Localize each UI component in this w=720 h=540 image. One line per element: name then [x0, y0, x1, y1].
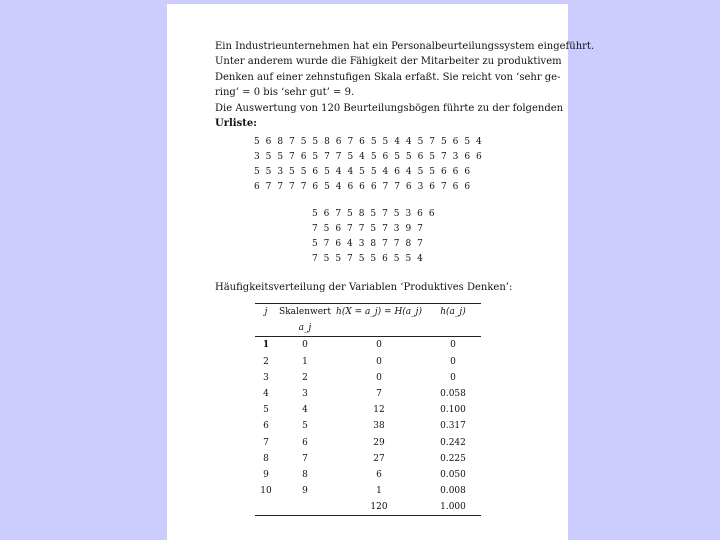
urliste-value: 5 [405, 254, 412, 264]
urliste-value: 5 [382, 137, 389, 147]
urliste-value: 5 [323, 254, 330, 264]
urliste-value: 5 [464, 137, 471, 147]
urliste-value: 5 [300, 167, 307, 177]
urliste-value: 6 [359, 182, 365, 192]
table-cell-h: 0.242 [440, 437, 466, 448]
urliste-value: 7 [382, 182, 389, 192]
table-cell-h: 0 [450, 340, 456, 351]
table-row [255, 435, 481, 451]
urliste-value: 5 [394, 152, 400, 162]
urliste-value: 5 [359, 167, 365, 177]
urliste-row [251, 135, 485, 150]
urliste-value: 7 [382, 239, 388, 249]
urliste-value: 6 [417, 152, 424, 162]
urliste-row [309, 222, 438, 237]
table-totals-row [255, 499, 481, 516]
table-cell-a: 6 [302, 437, 308, 448]
urliste-value: 5 [265, 167, 272, 177]
intro-line: ring’ = 0 bis ‘sehr gut’ = 9. [215, 87, 355, 99]
urliste-value: 6 [440, 167, 447, 177]
urliste-value: 8 [358, 209, 365, 219]
table-cell-h: 0.050 [440, 469, 466, 480]
table-cell-H: 6 [376, 469, 382, 480]
table-caption: Häufigkeitsverteilung der Variablen ‘Produktives Denken’: [215, 282, 513, 293]
urliste-value: 3 [277, 167, 284, 177]
urliste-value: 4 [335, 182, 342, 192]
table-cell-H: 0 [376, 372, 382, 383]
urliste-value: 4 [382, 167, 389, 177]
table-cell-a: 1 [302, 356, 308, 367]
table-cell-j: 10 [260, 486, 272, 497]
urliste-value: 6 [335, 137, 342, 147]
table-cell-H: 38 [373, 421, 385, 432]
urliste-value: 6 [335, 239, 342, 249]
table-cell-H: 1 [376, 486, 382, 497]
urliste-value: 5 [393, 254, 400, 264]
urliste-value: 6 [428, 209, 435, 219]
urliste-value: 6 [405, 182, 412, 192]
urliste-value: 5 [429, 152, 436, 162]
urliste-value: 6 [452, 167, 459, 177]
urliste-value: 5 [347, 152, 354, 162]
urliste-row [309, 237, 438, 252]
table-row [255, 370, 481, 386]
header-relative-frequency: h(a_j) [425, 304, 481, 321]
urliste-value: 7 [265, 182, 272, 192]
urliste-value: 6 [464, 182, 471, 192]
intro-line: Unter anderem wurde die Fähigkeit der Mitarbeiter zu produktivem [215, 56, 562, 68]
urliste-value: 5 [289, 167, 295, 177]
urliste-value: 4 [476, 137, 482, 147]
table-cell-a: 5 [302, 421, 308, 432]
urliste-value: 5 [417, 137, 424, 147]
urliste-value: 5 [253, 137, 260, 147]
urliste-value: 7 [335, 152, 342, 162]
table-row [255, 386, 481, 402]
urliste-value: 7 [311, 254, 318, 264]
urliste-value: 6 [429, 182, 436, 192]
urliste-value: 5 [312, 137, 319, 147]
table-cell-j: 5 [263, 405, 269, 416]
urliste-value: 7 [347, 137, 354, 147]
urliste-value: 4 [335, 167, 342, 177]
urliste-value: 5 [312, 152, 319, 162]
header-skalenwert: Skalenwert [277, 304, 333, 321]
urliste-value: 6 [452, 182, 459, 192]
urliste-value: 4 [405, 167, 412, 177]
table-cell-h: 0 [450, 372, 456, 383]
urliste-value: 6 [265, 137, 272, 147]
urliste-value: 7 [347, 254, 353, 264]
urliste-value: 7 [277, 182, 284, 192]
urliste-value: 7 [300, 182, 307, 192]
urliste-value: 5 [311, 209, 318, 219]
urliste-value: 5 [370, 254, 377, 264]
table-cell-j: 4 [263, 389, 269, 400]
intro-line: Die Auswertung von 120 Beurteilungsbögen führte zu der folgenden [215, 102, 564, 114]
urliste-value: 5 [358, 254, 365, 264]
table-cell-j: 6 [263, 421, 269, 432]
table-cell-H: 0 [376, 356, 382, 367]
urliste-value: 6 [394, 167, 400, 177]
urliste-value: 7 [311, 224, 318, 234]
urliste-value: 3 [405, 209, 412, 219]
table-cell-H: 27 [373, 453, 385, 464]
frequency-table [255, 303, 481, 516]
urliste-value: 7 [382, 224, 388, 234]
urliste-value: 6 [335, 224, 342, 234]
table-cell-a: 7 [302, 453, 308, 464]
urliste-value: 9 [405, 224, 412, 234]
table-cell-a: 2 [302, 372, 308, 383]
urliste-value: 8 [370, 239, 377, 249]
urliste-block-1 [251, 135, 485, 195]
urliste-value: 6 [370, 182, 377, 192]
urliste-value: 7 [417, 224, 423, 234]
urliste-value: 5 [370, 224, 377, 234]
urliste-value: 5 [347, 209, 353, 219]
urliste-value: 5 [323, 224, 330, 234]
urliste-value: 6 [417, 209, 423, 219]
urliste-value: 4 [417, 254, 423, 264]
urliste-value: 7 [358, 224, 365, 234]
urliste-value: 7 [347, 224, 353, 234]
urliste-value: 3 [452, 152, 459, 162]
urliste-value: 7 [382, 209, 388, 219]
urliste-value: 6 [253, 182, 260, 192]
urliste-label: Urliste: [215, 118, 257, 130]
table-cell-H: 7 [376, 389, 382, 400]
urliste-value: 6 [359, 137, 365, 147]
urliste-value: 5 [370, 209, 377, 219]
urliste-value: 4 [347, 239, 353, 249]
urliste-value: 8 [324, 137, 330, 147]
urliste-value: 6 [464, 152, 471, 162]
urliste-value: 5 [429, 167, 436, 177]
table-cell-h: 0.058 [440, 389, 466, 400]
urliste-value: 6 [323, 209, 330, 219]
urliste-value: 7 [335, 209, 342, 219]
table-cell-H: 0 [376, 340, 382, 351]
urliste-value: 7 [394, 182, 400, 192]
urliste-value: 6 [300, 152, 307, 162]
header-j: j [255, 304, 277, 321]
table-cell-H: 29 [373, 437, 385, 448]
table-cell-h: 0.008 [440, 486, 466, 497]
urliste-value: 6 [464, 167, 471, 177]
urliste-value: 7 [323, 239, 330, 249]
urliste-value: 6 [382, 152, 389, 162]
urliste-value: 7 [289, 182, 295, 192]
table-row [255, 402, 481, 418]
header-aj: a_j [277, 320, 333, 337]
table-cell-h: 0 [450, 356, 456, 367]
urliste-value: 5 [370, 137, 377, 147]
urliste-value: 4 [394, 137, 400, 147]
urliste-block-2 [309, 207, 438, 267]
urliste-value: 7 [289, 137, 295, 147]
table-cell-j: 7 [263, 437, 269, 448]
urliste-value: 5 [440, 137, 447, 147]
table-total-cell: 120 [333, 499, 425, 516]
table-cell-H: 12 [373, 405, 385, 416]
urliste-value: 4 [405, 137, 412, 147]
urliste-value: 5 [324, 182, 330, 192]
urliste-value: 7 [440, 152, 447, 162]
urliste-row [309, 207, 438, 222]
urliste-value: 5 [311, 239, 318, 249]
table-cell-j: 1 [262, 340, 270, 351]
urliste-value: 6 [382, 254, 388, 264]
urliste-value: 7 [440, 182, 447, 192]
urliste-row [251, 150, 485, 165]
intro-text [215, 39, 595, 131]
table-row [255, 483, 481, 499]
table-cell-a: 8 [302, 469, 308, 480]
urliste-value: 5 [370, 152, 377, 162]
urliste-value: 7 [393, 239, 400, 249]
urliste-value: 7 [417, 239, 423, 249]
intro-line: Denken auf einer zehnstufigen Skala erfaßt. Sie reicht von ‘sehr ge- [215, 71, 561, 83]
table-cell-j: 2 [263, 356, 269, 367]
table-total-cell: 1.000 [425, 499, 481, 516]
urliste-value: 5 [300, 137, 307, 147]
urliste-value: 5 [370, 167, 377, 177]
urliste-value: 3 [358, 239, 365, 249]
urliste-value: 4 [347, 167, 354, 177]
urliste-value: 5 [393, 209, 400, 219]
table-cell-h: 0.225 [440, 453, 466, 464]
table-cell-h: 0.100 [440, 405, 466, 416]
urliste-value: 6 [452, 137, 459, 147]
table-cell-a: 4 [302, 405, 308, 416]
table-cell-a: 3 [302, 389, 308, 400]
urliste-value: 3 [253, 152, 260, 162]
urliste-value: 6 [347, 182, 354, 192]
urliste-value: 7 [429, 137, 436, 147]
urliste-value: 6 [312, 182, 319, 192]
urliste-value: 3 [417, 182, 424, 192]
table-row [255, 418, 481, 434]
urliste-value: 3 [393, 224, 400, 234]
urliste-value: 5 [417, 167, 424, 177]
urliste-value: 7 [324, 152, 330, 162]
urliste-value: 8 [277, 137, 284, 147]
urliste-value: 8 [405, 239, 412, 249]
intro-line: Ein Industrieunternehmen hat ein Personalbeurteilungssystem eingeführt. [215, 41, 595, 52]
urliste-value: 7 [289, 152, 295, 162]
urliste-row [251, 165, 485, 180]
urliste-value: 5 [405, 152, 412, 162]
table-cell-j: 9 [263, 469, 269, 480]
urliste-value: 6 [476, 152, 482, 162]
table-row [255, 451, 481, 467]
urliste-row [251, 180, 485, 195]
urliste-value: 5 [324, 167, 330, 177]
table-cell-j: 3 [263, 372, 269, 383]
table-cell-h: 0.317 [440, 421, 466, 432]
table-row [255, 354, 481, 370]
urliste-value: 5 [253, 167, 260, 177]
urliste-value: 5 [277, 152, 284, 162]
table-row [255, 337, 481, 354]
urliste-value: 5 [335, 254, 342, 264]
urliste-value: 6 [312, 167, 319, 177]
urliste-row [309, 252, 438, 267]
table-cell-j: 8 [263, 453, 269, 464]
urliste-value: 4 [359, 152, 365, 162]
document-page [167, 4, 595, 540]
urliste-value: 5 [265, 152, 272, 162]
header-absolute-frequency: h(X = a_j) = H(a_j) [333, 304, 425, 321]
table-cell-a: 9 [302, 486, 308, 497]
table-cell-a: 0 [302, 340, 308, 351]
table-row [255, 467, 481, 483]
